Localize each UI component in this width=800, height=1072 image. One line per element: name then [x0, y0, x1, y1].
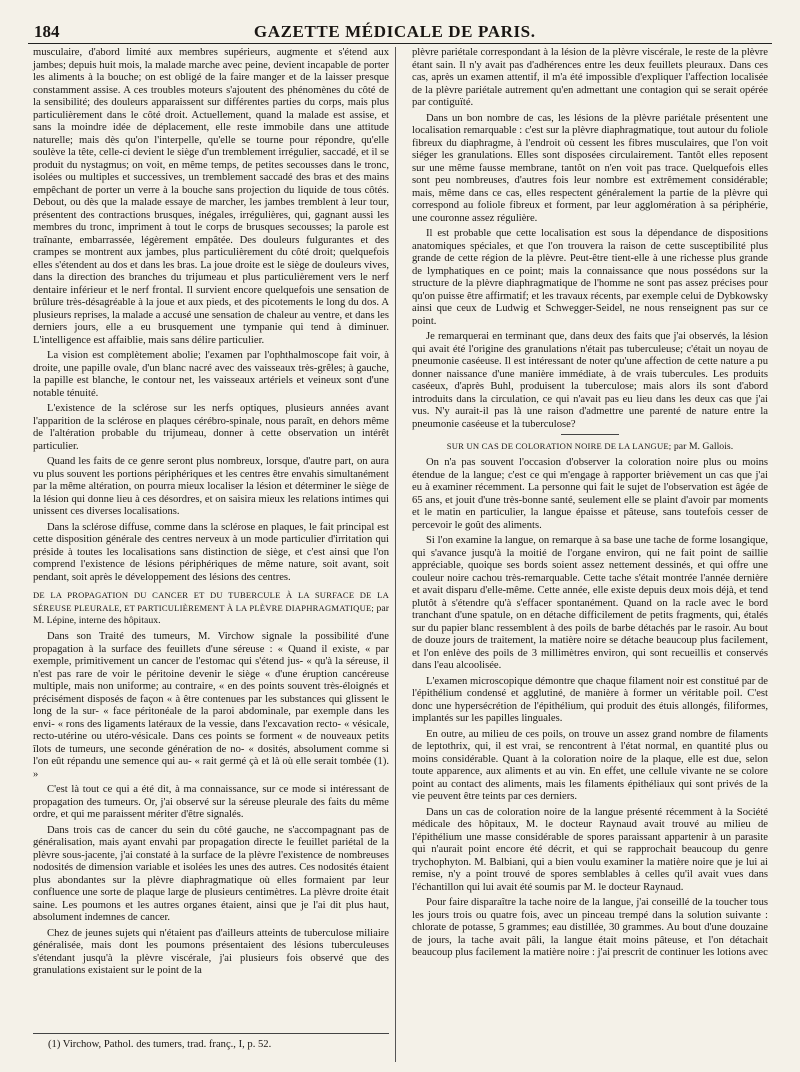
paragraph: Dans un cas de coloration noire de la langue présenté récemment à la Société médicale des hôpitaux, M. le docteur Raynaud avait trouvé au milieu de l'épithélium une masse considérable de spores paraissant appartenir à un parasite qui n'aurait point encore été décrit, et qui se rapprochait beaucoup du genre trychophyton. M. Balbiani, qui a bien voulu examiner la matière noire que je lui ai remise, n'y a point trouvé de spores semblables à celles qu'il avait vues dans l'échantillon qui lui avait été soumis par M. le docteur Raynaud.: [412, 806, 768, 893]
article-title-text: SUR UN CAS DE COLORATION NOIRE DE LA LANGUE;: [446, 441, 672, 451]
paragraph: En outre, au milieu de ces poils, on trouve un assez grand nombre de filaments de leptothrix, qui, il est vrai, se rencontrent à l'état normal, en quantité plus ou moins considérable. Quant à la coloration noire de la plaque, elle est due, selon toute apparence, aux aliments et au vin. En effet, une cellule vivante ne se colore point au contact des aliments, mais les filaments épithéliaux qui sont privés de la vie peuvent être teints par ces derniers.: [412, 728, 768, 802]
paragraph: L'existence de la sclérose sur les nerfs optiques, plusieurs années avant l'apparition de la sclérose en plaques cérébro-spinale, nous paraît, en dehors même de l'altération probable du trijumeau, donner à cette observation un intérêt particulier.: [33, 403, 389, 452]
paragraph: La vision est complètement abolie; l'examen par l'ophthalmoscope fait voir, à droite, une papille ovale, d'un blanc nacré avec des vaisseaux très-grêles; à gauche, la papille est blanche, le contour net, les vaisseaux artériels et veineux sont d'une notable ténuité.: [33, 350, 389, 399]
paragraph: Dans son Traité des tumeurs, M. Virchow signale la possibilité d'une propagation à la surface des feuillets d'une séreuse : « Quand il existe, « par exemple, primitivement un cancer de l'estomac qui s'étend jus- « qu'à la séreuse, il n'est pas rare de voir le péritoine devenir le siège « d'une éruption cancéreuse multiple, mais non uniforme; au contraire, « en des points souvent très-éloignés et précisément disposés de façon « à être contenues par les substances qui glissent le long de la sur- « face péritonéale de la paroi abdominale, par exemple dans les envi- « rons des ligaments latéraux de la vessie, dans l'excavation recto- « vésicale, recto-utérine ou utéro-vésicale. Dans ces points se forment « de nouveaux petits îlots de tumeurs, une seconde génération de no- « dosités, absolument comme si l'on eût répandu une semence qui au- « rait germé çà et là où elle serait tombée (1). »: [33, 631, 389, 780]
footnote-rule: [33, 1033, 389, 1034]
section-rule: [561, 434, 619, 435]
paragraph: musculaire, d'abord limité aux membres supérieurs, augmente et s'étend aux jambes; depuis huit mois, la malade marche avec peine, devient incapable de porter les aliments à la bouche; on est obligé de la faire manger et de la laisser presque constamment assise. A ces troubles moteurs s'ajoutent des phénomènes du côté de la sensibilité; des douleurs apparaissent sur différentes parties du corps, mais plus particulièrement dans le côté droit. Actuellement, quand la malade est assise, et sans la moindre idée de déplacement, elle reste immobile dans une attitude naturelle; mais dès qu'on l'interpelle, qu'elle se tourne pour répondre, qu'elle soulève la tête, celle-ci devient le siège d'un tremblement irrégulier, saccadé, et il se produit du nystagmus; on voit, en même temps, de petites secousses dans le tronc, isolées ou multiples et successives, un tremblement saccadé des bras et des mains empêchant de porter un verre à la bouche sans projection du liquide de tous côtés. Debout, ou dès que la malade essaye de marcher, les jambes tremblent à leur tour, présentent des contractions brusques, inégales, irrégulières, qui, gagnant aussi les membres du tronc, impriment à tout le corps de brusques secousses; la parole est traînante, embarrassée, légèrement empâtée. Des douleurs fulgurantes et des crampes se montrent aux jambes, plus particulièrement du côté droit; quelquefois elles s'étendent au dos et dans les bras. La joue droite est le siège de douleurs vives, dans la direction des branches du trijumeau et plus particulièrement vers le nerf dentaire inférieur et le nerf frontal. Il survient encore quelquefois une sensation de brûlure très-désagréable à la joue et aux pieds, et des picotements le long du dos. A plusieurs reprises, la malade a accusé une sensation de chaleur au ventre, et dans les derniers jours, elle a eu brusquement une tympanie qui tend à diminuer. L'intelligence est affaiblie, mais sans délire particulier.: [33, 47, 389, 346]
page-header: [28, 16, 772, 42]
article-title-text: DE LA PROPAGATION DU CANCER ET DU TUBERCULE À LA SURFACE DE LA SÉREUSE PLEURALE, ET PARTICULIÈREMENT À LA PLÈVRE DIAPHRAGMATIQUE;: [33, 590, 389, 613]
header-rule: [28, 43, 772, 44]
paragraph: Je remarquerai en terminant que, dans deux des faits que j'ai observés, la lésion qui avait été l'origine des granulations n'était pas tuberculeuse; c'était un noyau de pneumonie caséeuse. Il est intéressant de noter qu'une affection de cette nature a pu donner naissance d'une manière immédiate, à de vrais tubercules. Les produits caséeux, d'après Buhl, produisent la tuberculose; mais alors ils sont d'abord introduits dans la circulation, ce qui n'avait pas eu lieu dans les deux cas que j'ai vus. N'y aurait-il pas là une raison d'admettre une parenté de nature entre la pneumonie caséeuse et la tuberculose?: [412, 331, 768, 430]
article-author: par M. Gallois.: [673, 441, 734, 452]
paragraph: Dans trois cas de cancer du sein du côté gauche, ne s'accompagnant pas de généralisation, mais ayant envahi par propagation directe le feuillet pariétal de la plèvre sous-jacente, j'ai constaté à la surface de la plèvre l'existence de nombreuses nodosités de dimension variable et isolées les unes des autres. Ces nodosités étaient plus abondantes sur la plèvre diaphragmatique où elles formaient par leur confluence une sorte de plaque large de plusieurs centimètres. La plèvre droite était saine. Les poumons et les autres organes étaient, ainsi que je l'ai dit plus haut, absolument indemnes de cancer.: [33, 824, 389, 923]
paragraph: Dans la sclérose diffuse, comme dans la sclérose en plaques, le fait principal est cette disposition générale des centres nerveux à un mode particulier d'irritation qui préside à toutes les localisations sans distinction de siège, et c'est ainsi que l'on comprend l'existence de lésions périphériques de même nature, soit avant, soit pendant, soit après le développement des lésions des centres.: [33, 521, 389, 583]
article-author: par M. Lépine, interne des hôpitaux.: [33, 603, 389, 626]
paragraph: On n'a pas souvent l'occasion d'observer la coloration noire plus ou moins étendue de la langue; c'est ce qui m'engage à rapporter brièvement un cas que j'ai eu à examiner récemment. La personne qui fait le sujet de l'observation est âgée de 65 ans, et jouit d'une très-bonne santé, seulement elle se plaint d'avoir par moments et le matin en particulier, la langue épaisse et pâteuse, sans toutefois cesser de percevoir le goût des aliments.: [412, 457, 768, 531]
footnote: (1) Virchow, Pathol. des tumers, trad. franç., I, p. 52.: [48, 1039, 272, 1050]
column-divider: [395, 47, 396, 1062]
paragraph: L'examen microscopique démontre que chaque filament noir est constitué par de l'épithélium condensé et agglutiné, de manière à former un véritable poil. C'est donc une hypersécrétion de l'épithélium, qui produit des étuis allongés, filiformes, implantés sur les papilles linguales.: [412, 675, 768, 724]
paragraph: plèvre pariétale correspondant à la lésion de la plèvre viscérale, le reste de la plèvre étant sain. Il n'y avait pas d'adhérences entre les deux feuillets pleuraux. Dans ces cas, après un examen attentif, il m'a été impossible d'expliquer l'affection localisée de la plèvre pariétale autrement qu'en admettant une contagion qui se serait opérée par contiguïté.: [412, 47, 768, 108]
paragraph: C'est là tout ce qui a été dit, à ma connaissance, sur ce mode si intéressant de propagation des tumeurs. Or, j'ai observé sur la séreuse pleurale des faits du même ordre, et qui me paraissent mériter d'être signalés.: [33, 784, 389, 820]
right-column: [412, 47, 768, 1062]
page-number: 184: [34, 22, 60, 41]
paragraph: Pour faire disparaître la tache noire de la langue, j'ai conseillé de la toucher tous les jours trois ou quatre fois, avec un pinceau trempé dans la solution suivante : chlorate de potasse, 5 grammes; eau distillée, 30 grammes. Au bout d'une douzaine de jours, la tache avait pâli, la langue était moins pâteuse, et l'on détachait beaucoup plus facilement la matière noire : j'ai prescrit de continuer les lotions avec: [412, 897, 768, 958]
article-title: [412, 440, 768, 453]
left-column: [33, 47, 389, 1037]
paragraph: Chez de jeunes sujets qui n'étaient pas d'ailleurs atteints de tuberculose miliaire généralisée, mais dont les poumons présentaient des lésions tuberculeuses s'étendant jusqu'à la plèvre viscérale, j'ai plusieurs fois observé que des granulations existaient sur le point de la: [33, 927, 389, 976]
paragraph: Dans un bon nombre de cas, les lésions de la plèvre pariétale présentent une localisation remarquable : c'est sur la plèvre diaphragmatique, tout autour du foliole fibreux du diaphragme, à l'endroit où cessent les fibres musculaires, que l'on voit siéger les granulations. Elles sont disposées circulairement. Tantôt elles reposent sur une même fausse membrane, tantôt on n'en voit pas trace. Quelquefois elles sont peu nombreuses, d'autres fois leur nombre est extrêmement considérable; mais, même dans ce cas, elles respectent généralement la partie de la plèvre qui correspond au foliole fibreux et forment, par leur agglomération à sa périphérie, une couronne assez régulière.: [412, 112, 768, 224]
running-title: GAZETTE MÉDICALE DE PARIS.: [253, 22, 536, 41]
paragraph: Quand les faits de ce genre seront plus nombreux, lorsque, d'autre part, on aura vu plus souvent les portions périphériques et les centres être envahis simultanément par la même altération, on pourra mieux localiser la lésion et déterminer le siège de la lésion qui donne lieu à ces désordres, et on saisira mieux les relations intimes qui unissent ces diverses localisations.: [33, 456, 389, 517]
paragraph: Il est probable que cette localisation est sous la dépendance de dispositions anatomiques spéciales, et que l'on trouvera la raison de cette susceptibilité plus grande de cette région de la plèvre. Peut-être tient-elle à une richesse plus grande de lymphatiques en ce point; mais la connaissance que nous possédons sur la structure de la plèvre diaphragmatique de l'homme ne sont pas assez précises pour qu'on puisse être affirmatif; et les travaux récents, par exemple celui de Dybkowsky ainsi que ceux de Ludwig et Schwegger-Seidel, ne nous renseignent pas sur ce point.: [412, 228, 768, 327]
article-title: [33, 589, 389, 627]
paragraph: Si l'on examine la langue, on remarque à sa base une tache de forme losangique, qui s'avance jusqu'à la moitié de l'organe environ, qui ne fait point de saillie appréciable, quoique ses bords soient assez nettement dessinés, et qui offre une couleur noire cachou très-remarquable. Cette tache s'était montrée l'année dernière et avait disparu d'elle-même. Cette année, elle existe depuis deux mois déjà, et tend plutôt à s'étendre qu'à s'effacer spontanément. Quand on la racle avec le bord tranchant d'une spatule, on en détache difficilement de petits fragments, qui, étalés sur du papier blanc ressemblent à des poils de barbe détachés par le rasoir. Au bout de douze jours de traitement, la matière noire se détache beaucoup plus facilement, et l'on enlève des poils de 3 millimètres environ, qui sont recueillis et conservés dans l'eau alcoolisée.: [412, 535, 768, 671]
